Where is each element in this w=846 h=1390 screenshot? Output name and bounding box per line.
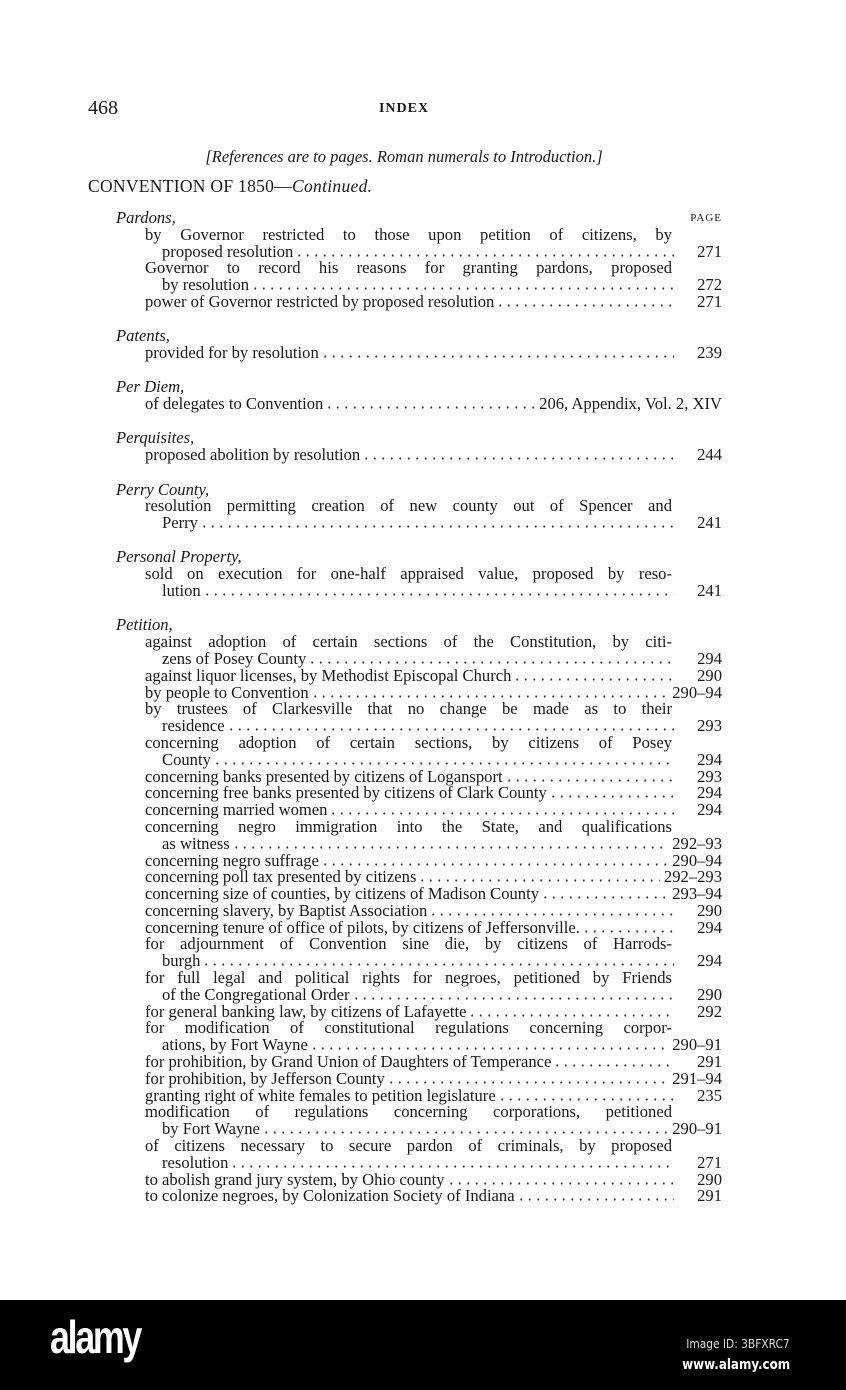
dot-leader xyxy=(498,1098,674,1101)
page-reference: 239 xyxy=(697,343,722,363)
dot-leader xyxy=(418,879,660,882)
page-reference: 294 xyxy=(697,917,722,937)
index-entry xyxy=(116,833,722,853)
entry-text: concerning banks presented by citizens of Logansport xyxy=(145,766,503,786)
page-reference: 235 xyxy=(697,1085,722,1105)
dot-leader xyxy=(429,913,674,916)
entry-text: provided for by resolution xyxy=(145,343,319,363)
page-reference: 290–91 xyxy=(672,1119,722,1139)
entry-text: for prohibition, by Grand Union of Daughters of Temperance xyxy=(145,1052,552,1072)
page-reference: 290–91 xyxy=(672,1035,722,1055)
index-entry xyxy=(116,396,722,413)
page-reference: 241 xyxy=(697,513,722,533)
dot-leader xyxy=(308,661,674,664)
entry-text: power of Governor restricted by proposed resolution xyxy=(145,291,495,311)
dot-leader xyxy=(517,1198,674,1201)
page-reference: 292 xyxy=(697,1001,722,1021)
page-reference: 290 xyxy=(697,1169,722,1189)
dot-leader xyxy=(230,1165,674,1168)
dot-leader xyxy=(387,1081,668,1084)
page-reference: 294 xyxy=(697,648,722,668)
image-id: Image ID: 3BFXRC7 xyxy=(686,1336,790,1351)
index-section xyxy=(116,549,722,599)
page-reference: 291 xyxy=(697,1186,722,1206)
index-section xyxy=(116,328,722,362)
dot-leader xyxy=(582,930,674,933)
entry-text: as witness xyxy=(162,833,230,853)
entry-text: resolution xyxy=(162,1152,229,1172)
section-heading: Patents, xyxy=(116,326,170,346)
dot-leader xyxy=(321,355,674,358)
entry-text: concerning married women xyxy=(145,800,328,820)
entry-text: concerning slavery, by Baptist Association xyxy=(145,900,428,920)
entry-text: for prohibition, by Jefferson County xyxy=(145,1068,385,1088)
dot-leader xyxy=(513,678,674,681)
entry-line: by Governor restricted to those upon petition of citizens, by xyxy=(145,224,672,244)
page-reference: 290 xyxy=(697,900,722,920)
entry-text: concerning poll tax presented by citizens xyxy=(145,867,417,887)
entry-line: against adoption of certain sections of the Constitution, by citi- xyxy=(145,632,672,652)
dot-leader xyxy=(310,1047,668,1050)
page-reference: 271 xyxy=(697,1152,722,1172)
section-heading: Personal Property, xyxy=(116,547,242,567)
entry-text: of delegates to Convention xyxy=(145,394,324,414)
dot-leader xyxy=(362,457,674,460)
section-heading: Perry County, xyxy=(116,479,210,499)
entry-text: concerning size of counties, by citizens of Madison County xyxy=(145,884,540,904)
entry-text: ations, by Fort Wayne xyxy=(162,1035,308,1055)
page-reference: 290 xyxy=(697,665,722,685)
index-entry xyxy=(116,749,722,769)
entry-text: County xyxy=(162,749,211,769)
page-reference: 272 xyxy=(697,275,722,295)
entry-text: proposed resolution xyxy=(162,241,294,261)
entry-text: concerning tenure of office of pilots, by citizens of Jeffersonville. xyxy=(145,917,580,937)
entry-text: to colonize negroes, by Colonization Society of Indiana xyxy=(145,1186,515,1206)
entry-line: for adjournment of Convention sine die, by citizens of Harrods- xyxy=(145,934,672,954)
dot-leader xyxy=(541,896,668,899)
section-heading: Petition, xyxy=(116,615,173,635)
main-heading-continued: Continued. xyxy=(292,176,373,196)
main-heading-text: CONVENTION OF 1850— xyxy=(88,176,293,196)
site-url: www.alamy.com xyxy=(681,1357,790,1373)
entry-line: for modification of constitutional regulations concerning corpor- xyxy=(145,1018,672,1038)
entry-line: Governor to record his reasons for granting pardons, proposed xyxy=(145,258,672,278)
dot-leader xyxy=(227,728,674,731)
page-reference: 294 xyxy=(697,800,722,820)
index-entry xyxy=(116,665,722,685)
dot-leader xyxy=(213,762,674,765)
page-reference: 291–94 xyxy=(672,1068,722,1088)
dot-leader xyxy=(262,1131,668,1134)
page-reference: 290 xyxy=(697,984,722,1004)
entry-line: for full legal and political rights for negroes, petitioned by Friends xyxy=(145,968,672,988)
dot-leader xyxy=(295,254,674,257)
entry-line: resolution permitting creation of new county out of Spencer and xyxy=(145,496,672,516)
entry-text: to abolish grand jury system, by Ohio county xyxy=(145,1169,445,1189)
entry-line: by trustees of Clarkesville that no change be made as to their xyxy=(145,699,672,719)
index-section xyxy=(116,479,722,533)
entry-text: Perry xyxy=(162,513,198,533)
entry-text: concerning free banks presented by citizens of Clark County xyxy=(145,783,547,803)
dot-leader xyxy=(200,525,674,528)
main-heading xyxy=(88,176,372,197)
entry-text: of the Congregational Order xyxy=(162,984,350,1004)
entry-text: by resolution xyxy=(162,275,250,295)
dot-leader xyxy=(251,287,674,290)
page-reference: 244 xyxy=(697,445,722,465)
page-reference: 271 xyxy=(697,291,722,311)
index-section xyxy=(116,617,722,1205)
entry-text: proposed abolition by resolution xyxy=(145,445,361,465)
page-reference: 241 xyxy=(697,581,722,601)
alamy-logo: alamy xyxy=(50,1311,141,1363)
dot-leader xyxy=(496,304,674,307)
entry-text: for general banking law, by citizens of Lafayette xyxy=(145,1001,467,1021)
dot-leader xyxy=(325,406,535,409)
page-reference: 271 xyxy=(697,241,722,261)
index-entries xyxy=(116,210,722,1223)
entry-line: concerning adoption of certain sections, by citizens of Posey xyxy=(145,732,672,752)
dot-leader xyxy=(329,812,674,815)
entry-text: granting right of white females to petition legislature xyxy=(145,1085,496,1105)
section-heading: Per Diem, xyxy=(116,377,185,397)
page-reference: 294 xyxy=(697,783,722,803)
dot-leader xyxy=(321,863,668,866)
dot-leader xyxy=(553,1064,674,1067)
index-entry xyxy=(116,291,722,311)
entry-line: concerning negro immigration into the State, and qualifications xyxy=(145,816,672,836)
page-reference: 293–94 xyxy=(672,884,722,904)
entry-text: residence xyxy=(162,716,225,736)
page-reference: 294 xyxy=(697,951,722,971)
entry-text: by Fort Wayne xyxy=(162,1119,260,1139)
index-entry xyxy=(116,583,722,600)
index-entry xyxy=(116,1188,722,1205)
page-reference: 293 xyxy=(697,716,722,736)
page-column-label: PAGE xyxy=(690,212,722,224)
entry-line: of citizens necessary to secure pardon of criminals, by proposed xyxy=(145,1136,672,1156)
page-reference: 290–94 xyxy=(672,682,722,702)
dot-leader xyxy=(202,963,674,966)
dot-leader xyxy=(505,779,674,782)
page-reference: 293 xyxy=(697,766,722,786)
index-section xyxy=(116,379,722,413)
dot-leader xyxy=(203,593,674,596)
entry-text: by people to Convention xyxy=(145,682,309,702)
entry-text: concerning negro suffrage xyxy=(145,850,319,870)
page-reference: 292–293 xyxy=(663,867,722,887)
section-heading: Perquisites, xyxy=(116,428,195,448)
page-reference: 291 xyxy=(697,1052,722,1072)
section-heading: Pardons, xyxy=(116,208,176,227)
entry-text: burgh xyxy=(162,951,201,971)
dot-leader xyxy=(468,1014,674,1017)
index-entry xyxy=(116,515,722,532)
page-reference: 294 xyxy=(697,749,722,769)
page-number: 468 xyxy=(88,97,118,119)
index-section xyxy=(116,210,722,311)
dot-leader xyxy=(447,1182,674,1185)
entry-line: modification of regulations concerning corporations, petitioned xyxy=(145,1102,672,1122)
page-reference: 290–94 xyxy=(672,850,722,870)
dot-leader xyxy=(549,795,674,798)
entry-text: zens of Posey County xyxy=(162,648,307,668)
references-note: [References are to pages. Roman numerals to Introduction.] xyxy=(205,147,603,166)
dot-leader xyxy=(232,846,668,849)
entry-text: against liquor licenses, by Methodist Episcopal Church xyxy=(145,665,512,685)
index-entry xyxy=(116,447,722,464)
entry-text: lution xyxy=(162,581,201,601)
watermark-bar xyxy=(0,1300,846,1390)
index-section xyxy=(116,430,722,464)
page-reference: 292–93 xyxy=(672,833,722,853)
running-head: INDEX xyxy=(378,101,430,116)
dot-leader xyxy=(352,997,674,1000)
index-entry xyxy=(116,345,722,362)
dot-leader xyxy=(311,695,669,698)
page-reference: 206, Appendix, Vol. 2, XIV xyxy=(539,394,722,414)
entry-line: sold on execution for one-half appraised value, proposed by reso- xyxy=(145,564,672,584)
